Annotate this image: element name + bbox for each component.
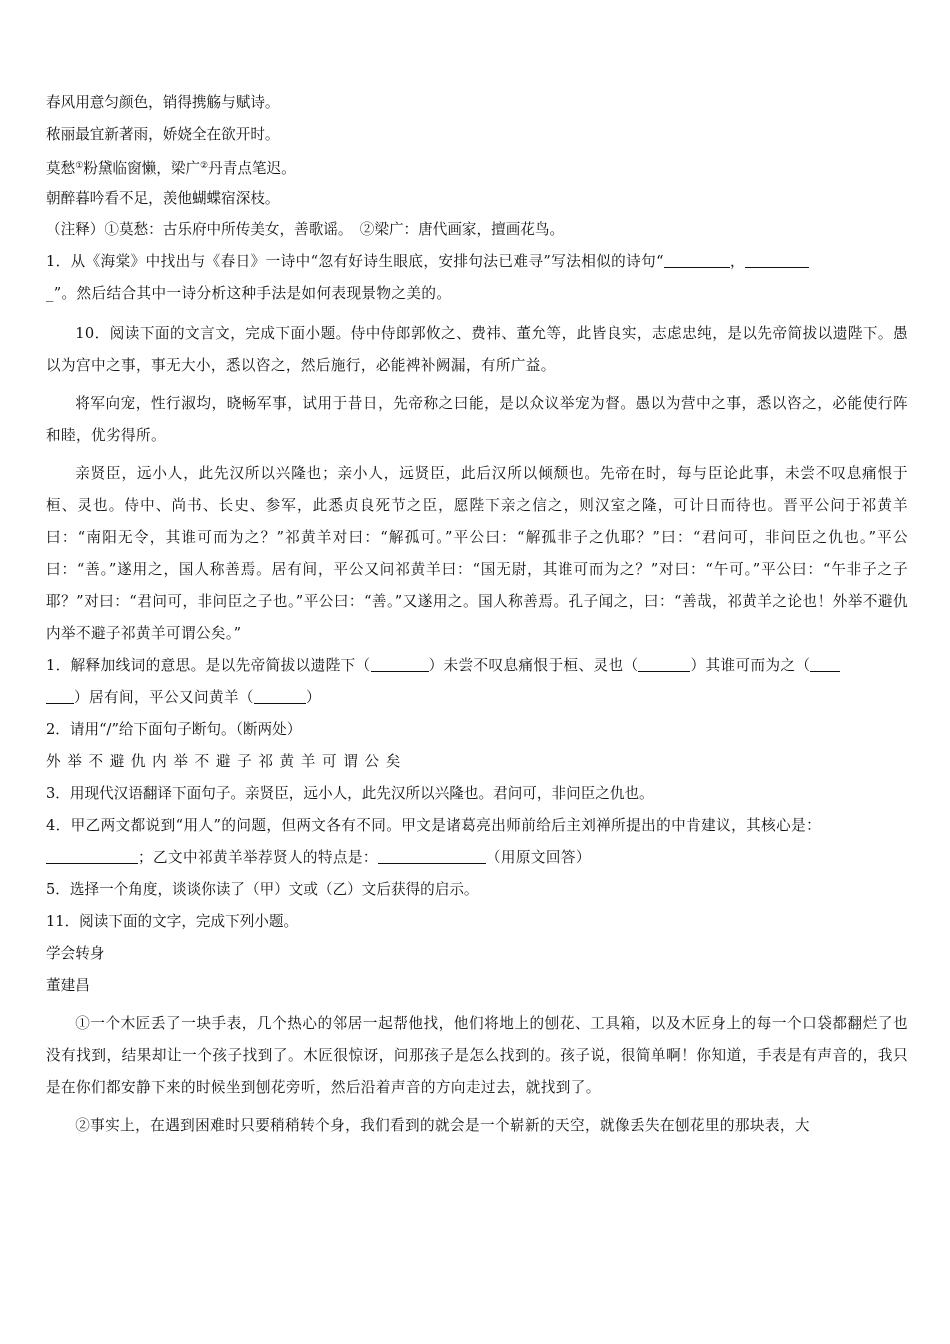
classical-text-paragraph-2: 将军向宠，性行淑均，晓畅军事，试用于昔日，先帝称之曰能，是以众议举宠为督。愚以为营中之事，悉以咨之，必能使行阵和睦，优劣得所。 xyxy=(46,395,908,444)
article-title: 学会转身 xyxy=(46,945,105,962)
question-10-5: 5．选择一个角度，谈谈你读了（甲）文或（乙）文后获得的启示。 xyxy=(46,881,479,898)
question-10-2: 2．请用“/”给下面句子断句。（断两处） xyxy=(46,721,302,738)
answer-blank[interactable] xyxy=(371,657,429,672)
document-page xyxy=(46,92,908,1142)
poem-line-3: 莫愁①粉黛临窗懒，梁广②丹青点笔迟。 xyxy=(46,160,296,177)
answer-blank[interactable] xyxy=(378,849,486,864)
question-11-intro: 11．阅读下面的文字，完成下列小题。 xyxy=(46,913,299,930)
poem-line-1: 春风用意匀颜色，销得携觞与赋诗。 xyxy=(46,94,280,111)
footnote-mark-1: ① xyxy=(75,161,84,171)
classical-text-paragraph-1: 10．阅读下面的文言文，完成下面小题。侍中侍郎郭攸之、费祎、董允等，此皆良实，志虑忠纯，是以先帝简拔以遗陛下。愚以为宫中之事，事无大小，悉以咨之，然后施行，必能裨补阙漏，有所广益。 xyxy=(46,325,908,374)
punctuation-sentence: 外 举 不 避 仇 内 举 不 避 子 祁 黄 羊 可 谓 公 矣 xyxy=(46,753,401,770)
answer-blank[interactable] xyxy=(254,689,306,704)
answer-blank[interactable] xyxy=(46,849,138,864)
answer-blank[interactable] xyxy=(664,253,730,268)
poem-line-2: 秾丽最宜新著雨，娇娆全在欲开时。 xyxy=(46,126,280,143)
article-paragraph-1: ①一个木匠丢了一块手表，几个热心的邻居一起帮他找，他们将地上的刨花、工具箱，以及木匠身上的每一个口袋都翻烂了也没有找到，结果却让一个孩子找到了。木匠很惊讶，问那孩子是怎么找到的。孩子说，很简单啊！你知道，手表是有声音的，我只是在你们都安静下来的时候坐到刨花旁听，然后沿着声音的方向走过去，就找到了。 xyxy=(46,1015,908,1096)
answer-blank[interactable] xyxy=(810,657,840,672)
question-10-4: 4．甲乙两文都说到“用人”的问题，但两文各有不同。甲文是诸葛亮出师前给后主刘禅所提出的中肯建议，其核心是： ；乙文中祁黄羊举荐贤人的特点是： （用原文回答） xyxy=(46,817,822,866)
article-author: 董建昌 xyxy=(46,977,90,994)
article-paragraph-2: ②事实上，在遇到困难时只要稍稍转个身，我们看到的就会是一个崭新的天空，就像丢失在刨花里的那块表，大 xyxy=(75,1117,810,1134)
classical-text-paragraph-3: 亲贤臣，远小人，此先汉所以兴隆也；亲小人，远贤臣，此后汉所以倾颓也。先帝在时，每与臣论此事，未尝不叹息痛恨于桓、灵也。侍中、尚书、长史、参军，此悉贞良死节之臣，愿陛下亲之信之，则汉室之隆，可计日而待也。晋平公问于祁黄羊曰：“南阳无令，其谁可而为之？”祁黄羊对曰：“解孤可。”平公曰：“解孤非子之仇耶？”曰：“君问可，非问臣之仇也。”平公曰：“善。”遂用之，国人称善焉。居有间，平公又问祁黄羊曰：“国无尉，其谁可而为之？”对曰：“午可。”平公曰：“午非子之子耶？”对曰：“君问可，非问臣之子也。”平公曰：“善。”又遂用之。国人称善焉。孔子闻之，曰：“善哉，祁黄羊之论也！外举不避仇内举不避子祁黄羊可谓公矣。” xyxy=(46,465,908,642)
question-10-3: 3．用现代汉语翻译下面句子。亲贤臣，远小人，此先汉所以兴隆也。君问可，非问臣之仇也。 xyxy=(46,785,654,802)
poem-note: （注释）①莫愁：古乐府中所传美女，善歌谣。 ②梁广：唐代画家，擅画花鸟。 xyxy=(46,221,565,238)
answer-blank[interactable] xyxy=(638,657,690,672)
poem-line-4: 朝醉暮吟看不足，羡他蝴蝶宿深枝。 xyxy=(46,190,280,207)
question-10-1: 1．解释加线词的意思。是以先帝简拔以遗陛下（ ）未尝不叹息痛恨于桓、灵也（ ）其谁可而为之（ ）居有间，平公又问黄羊（ ） xyxy=(46,650,908,714)
footnote-mark-2: ② xyxy=(200,161,209,171)
answer-blank[interactable] xyxy=(745,253,809,268)
answer-blank[interactable] xyxy=(46,689,74,704)
question-9-1: 1．从《海棠》中找出与《春日》一诗中“忽有好诗生眼底，安排句法已难寻”写法相似的诗句“ ， _”。然后结合其中一诗分析这种手法是如何表现景物之美的。 xyxy=(46,246,908,310)
